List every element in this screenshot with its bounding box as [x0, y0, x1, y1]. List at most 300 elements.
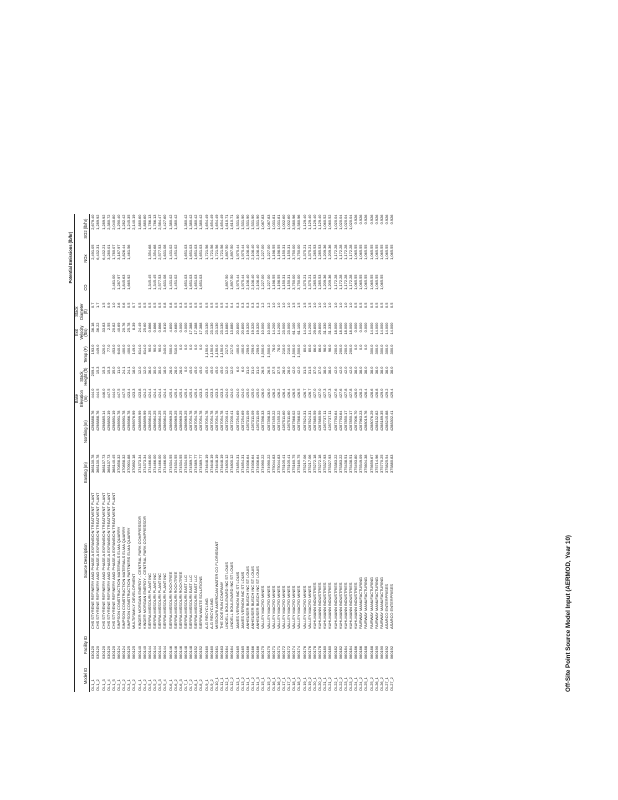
table-cell: 1.0 — [280, 302, 286, 308]
table-cell: OL8_1 — [193, 679, 199, 691]
table-cell: 31.0 — [244, 366, 250, 375]
table-cell: 0.0 — [193, 344, 199, 350]
table-cell: 2,577.53 — [157, 274, 163, 290]
table-cell: 1,282.42 — [121, 214, 127, 230]
table-cell: 31.330 — [322, 322, 328, 335]
table-cell: 1,065.55 — [358, 244, 364, 260]
table-cell: 300.0 — [368, 344, 374, 355]
table-cell: 060192 — [384, 646, 390, 659]
table-cell: 4287511.60 — [286, 410, 292, 431]
table-cell: OL11_1 — [219, 677, 225, 691]
table-cell: 14.200 — [275, 322, 281, 335]
table-cell: 0.5 — [198, 302, 204, 308]
table-cell: 1,354.68 — [146, 244, 152, 260]
table-cell: 1,060.52 — [322, 214, 328, 230]
table-cell: 12.0 — [224, 366, 230, 375]
table-cell: 0.5 — [389, 302, 395, 308]
table-cell: 86.0 — [311, 344, 317, 353]
table-cell: 8.39 — [131, 322, 137, 331]
table-cell: 1,285.53 — [311, 244, 317, 260]
table-cell: 400.0 — [121, 344, 127, 355]
table-cell: 060124 — [115, 646, 121, 659]
table-cell: 0.5 — [183, 302, 188, 308]
document-title: Off-Site Point Source Model Input (AERMOD, Year 10) — [565, 535, 572, 692]
table-cell: 426.5 — [296, 388, 302, 399]
table-cell: 4286969.25 — [172, 410, 178, 432]
table-cell: 4287737.11 — [327, 410, 333, 431]
table-cell: 374990.22 — [260, 454, 266, 473]
table-cell: OL7_2 — [188, 679, 194, 691]
table-cell: 370858.32 — [115, 454, 121, 473]
table-cell: 4287254.69 — [239, 410, 245, 432]
table-cell: OL5_4 — [162, 679, 168, 691]
table-cell: 3,750.00 — [296, 274, 302, 290]
table-cell: 0.0 — [177, 344, 183, 350]
table-cell: 1,065.55 — [358, 274, 364, 290]
table-cell: 1.0 — [275, 302, 281, 308]
table-cell: 1.0 — [286, 302, 292, 308]
table-cell: 1,129.40 — [306, 214, 312, 230]
table-cell: 30.0 — [157, 366, 163, 375]
table-cell: 24.49 — [136, 322, 142, 333]
table-cell: OL3_1 — [126, 679, 132, 691]
table-cell: FAIRWAY MANUFACTURING — [358, 577, 364, 629]
table-cell: 374648.19 — [219, 454, 225, 473]
table-cell: 1,651.03 — [183, 274, 188, 290]
table-cell: 1,227.00 — [260, 274, 266, 290]
table-cell: 1.0 — [342, 302, 348, 308]
table-cell: 4287624.31 — [306, 410, 312, 432]
table-cell: 1,380.42 — [188, 214, 194, 230]
table-cell: 1,209.36 — [322, 274, 328, 290]
table-cell: 375383.22 — [332, 454, 338, 473]
table-cell: 374589.77 — [198, 454, 204, 473]
table-cell: ANHEUSER BUSCH INC ST LOUIS — [255, 566, 261, 629]
table-cell: 060174 — [296, 646, 302, 659]
table-cell: 12.0 — [229, 366, 235, 375]
table-cell: VALLEY MACRO MINES — [291, 585, 297, 629]
table-cell: 31.5 — [306, 366, 312, 375]
table-cell: 375438.51 — [348, 454, 353, 473]
table-cell: 193.0 — [90, 344, 96, 355]
table-cell: 20.800 — [234, 322, 240, 335]
table-cell: 427.6 — [337, 388, 343, 399]
table-cell: SIERRA MISSOURI EAST LLC — [188, 575, 194, 629]
table-cell: 3,187.97 — [115, 244, 121, 260]
table-cell: 1,065.55 — [363, 244, 369, 260]
table-cell: 814.0 — [141, 344, 147, 355]
table-cell: 1,500.0 — [265, 344, 271, 358]
table-cell: FAIRWAY MANUFACTURING — [363, 577, 369, 629]
table-cell: 1,897.50 — [224, 274, 230, 290]
table-cell: A-G RECYCLING — [208, 598, 214, 629]
table-cell: OL14_1 — [244, 677, 250, 691]
table-cell: 375044.83 — [270, 454, 276, 473]
table-cell: 2,679.40 — [90, 214, 96, 230]
table-cell: KUHLMANN INDUSTRIES — [353, 582, 359, 629]
table-cell: 1,500.0 — [260, 344, 266, 358]
table-cell: 14.200 — [301, 322, 307, 335]
table-cell: 0.926 — [378, 214, 384, 225]
table-cell: 375549.09 — [358, 454, 364, 473]
table-cell: 4298891.19 — [110, 410, 116, 432]
table-cell: 060148 — [183, 646, 188, 659]
table-cell: 425.0 — [244, 388, 250, 399]
table-cell: 4287680.59 — [317, 410, 323, 432]
table-cell: 4298888.76 — [90, 410, 96, 432]
table-cell: OL4_1 — [136, 679, 142, 691]
table-cell: 060165 — [239, 646, 245, 659]
table-cell: KINDER MORGAN ENERGY - CENTRAL PARK COMPRESSOR — [141, 516, 147, 629]
table-cell: 18.0 — [162, 366, 168, 375]
table-cell: MISSOURI AMERICAN WATER CO FLORISSANT — [213, 541, 219, 629]
table-cell: 374589.77 — [193, 454, 199, 473]
table-cell: 4288019.76 — [363, 410, 369, 432]
table-cell: 42.0 — [337, 366, 343, 375]
table-cell: 060188 — [363, 646, 369, 659]
table-cell: 429.4 — [389, 388, 395, 399]
table-cell: 23.130 — [208, 322, 214, 335]
table-cell: 030120 — [100, 646, 106, 659]
table-cell: 1,209.36 — [327, 274, 333, 290]
table-cell: OL1_5 — [110, 679, 116, 691]
table-cell: 060176 — [301, 646, 307, 659]
table-cell: 060125 — [126, 646, 132, 659]
table-cell: 1,060.52 — [327, 214, 333, 230]
table-cell: 423.3 — [198, 388, 204, 399]
table-cell: 423.4 — [126, 388, 132, 399]
table-cell: 1,721.56 — [203, 244, 209, 260]
table-cell: 370901.88 — [126, 454, 132, 473]
table-cell: 030120 — [105, 646, 111, 659]
table-cell: 10.000 — [265, 322, 271, 335]
table-cell: SIERRA WASTE SOLUTIONS — [198, 576, 204, 629]
table-cell: 38.0 — [327, 366, 333, 375]
table-cell: 1,198.55 — [270, 244, 276, 260]
table-cell: 060170 — [260, 646, 266, 659]
emissions-group-header: Potential Emissions (lb/hr) — [69, 214, 74, 302]
table-cell: 060152 — [198, 646, 204, 659]
table-cell: 1,500.0 — [291, 344, 297, 358]
table-cell: 1,610.71 — [229, 214, 235, 230]
table-cell — [389, 274, 394, 302]
table-cell: 0.5 — [141, 302, 147, 308]
table-row — [389, 214, 394, 692]
table-cell: 14.200 — [270, 322, 276, 335]
table-cell: 400.0 — [234, 344, 240, 355]
table-cell: 1,721.56 — [213, 244, 219, 260]
table-cell: 4287054.78 — [188, 410, 194, 432]
table-cell: 425.4 — [188, 388, 194, 399]
table-cell: 38.0 — [389, 366, 395, 375]
table-cell: 060178 — [311, 646, 317, 659]
table-cell: 423.3 — [208, 388, 214, 399]
table-cell: 428.2 — [358, 388, 364, 399]
table-cell: 1,975.44 — [234, 244, 240, 260]
table-cell: 374800.12 — [229, 454, 235, 473]
table-cell: 0.8 — [162, 302, 168, 308]
table-cell: 1.5 — [301, 302, 307, 308]
table-cell: 0.680 — [172, 322, 178, 333]
table-cell: OL1_4 — [105, 679, 111, 691]
table-cell: 26.5 — [260, 366, 266, 375]
table-cell: 1,172.28 — [348, 274, 353, 290]
table-cell: 375659.67 — [368, 454, 374, 473]
table-cell: 0.3 — [234, 302, 240, 308]
table-cell: 19.320 — [255, 322, 261, 335]
table-cell: 1,002.60 — [286, 214, 292, 230]
table-cell: A-G RECYCLING — [203, 598, 209, 629]
table-cell: 0.5 — [152, 302, 158, 308]
table-cell: 4298892.19 — [105, 410, 111, 432]
table-cell: 23.000 — [286, 322, 292, 335]
table-cell: 426.0 — [265, 388, 271, 399]
table-cell: 4287398.33 — [260, 410, 266, 432]
table-cell: OL13_1 — [234, 677, 240, 691]
table-cell: OL21_1 — [322, 677, 328, 691]
table-cell: 38.0 — [353, 366, 359, 375]
table-cell: OL17_2 — [286, 677, 292, 691]
table-cell: 368130.78 — [90, 454, 96, 473]
table-cell: 4287054.78 — [213, 410, 219, 432]
table-cell: 375880.83 — [389, 454, 395, 473]
table-cell: 149.0 — [131, 344, 137, 355]
table-cell: 1,065.55 — [389, 244, 395, 260]
table-cell: OL3_2 — [131, 679, 137, 691]
table-cell: 0.000 — [358, 322, 364, 333]
table-cell: 4298885.14 — [100, 410, 106, 432]
table-cell: 1,531.90 — [244, 214, 250, 230]
table-cell: KUHLMANN INDUSTRIES — [311, 582, 317, 629]
table-cell: 4287054.78 — [193, 410, 199, 432]
table-cell: 1,451.02 — [172, 274, 178, 290]
column-header: NOx — [74, 244, 89, 274]
table-cell: 25.60 — [141, 322, 147, 333]
table-cell: 0.000 — [353, 322, 359, 333]
table-cell: 453.0 — [110, 344, 116, 355]
table-cell: 424.0 — [239, 388, 245, 399]
table-cell: 427.8 — [342, 388, 348, 399]
table-cell: OL27_1 — [384, 677, 390, 691]
point-source-table — [69, 214, 394, 692]
table-cell: OL15_1 — [260, 677, 266, 691]
table-cell: VALLEY MACRO MINES — [260, 585, 266, 629]
table-cell: 1,354.68 — [152, 244, 158, 260]
table-cell: 060171 — [275, 646, 281, 659]
table-cell: 425.0 — [250, 388, 256, 399]
table-cell: OL14_3 — [255, 677, 261, 691]
table-cell: 1,150.0 — [213, 344, 219, 358]
table-cell: OL2_1 — [115, 679, 121, 691]
table-cell: VALLEY MACRO MINES — [306, 585, 312, 629]
table-cell: 2,108.40 — [244, 274, 250, 290]
table-cell: 1,461.56 — [126, 244, 132, 260]
table-cell: 0.5 — [353, 302, 359, 308]
table-cell: 0.3 — [244, 302, 250, 308]
table-cell: 1,065.55 — [353, 274, 359, 290]
table-cell: 4287850.17 — [348, 410, 353, 432]
table-cell: 375438.51 — [342, 454, 348, 473]
table-cell: OL5_2 — [152, 679, 158, 691]
table-cell: 427.0 — [311, 388, 317, 399]
table-cell: JAMES VERNON INC ST LOUIS — [239, 571, 245, 629]
table-cell: 1,427.60 — [162, 214, 168, 230]
table-cell: 3,280.01 — [105, 244, 111, 260]
table-cell: 18.0 — [131, 366, 137, 375]
table-cell: 18.000 — [332, 322, 338, 335]
table-cell: 45.0 — [208, 366, 214, 375]
table-cell: 1,531.90 — [239, 214, 245, 230]
table-cell: 1,651.03 — [188, 274, 194, 290]
table-cell: 45.0 — [219, 366, 225, 375]
table-cell: OL9_1 — [203, 679, 209, 691]
table-cell: 80.0 — [306, 344, 312, 353]
table-cell: 0.866 — [157, 322, 163, 333]
table-cell: 0.5 — [172, 302, 178, 308]
table-cell: 15.3 — [95, 366, 101, 375]
table-cell: 4287311.09 — [250, 410, 256, 431]
table-cell: 36.0 — [146, 366, 152, 375]
table-cell: 18.000 — [348, 322, 353, 335]
table-cell: 1,651.03 — [188, 244, 194, 260]
table-cell: 38.0 — [373, 366, 379, 375]
table-cell: 1.2 — [265, 302, 271, 308]
table-cell: 374466.00 — [146, 454, 152, 473]
table-cell: 060144 — [152, 646, 158, 659]
table-cell: 1,150.0 — [219, 344, 225, 358]
table-cell: 1,285.53 — [317, 244, 323, 260]
table-cell: 0.5 — [378, 302, 384, 308]
table-cell: 4286899.99 — [136, 410, 142, 432]
table-cell: 375770.25 — [378, 454, 384, 473]
column-header: Source Description — [74, 492, 89, 630]
table-cell: 1,375.21 — [301, 274, 307, 290]
table-cell: SIERRA MISSOURI PLANT INC — [152, 573, 158, 629]
table-cell: 060140 — [141, 646, 147, 659]
table-cell: 0.5 — [208, 302, 214, 308]
table-cell: 29.800 — [317, 322, 323, 335]
table-cell: SIMPSON CONSTRUCTION PARTNERS ELMA QUARRY — [126, 527, 132, 629]
table-cell: 1.0 — [322, 302, 328, 308]
table-cell: 374466.00 — [162, 454, 168, 473]
table-cell: 060146 — [177, 646, 183, 659]
table-cell: 1,345.45 — [146, 274, 152, 290]
table-cell: 90.0 — [146, 344, 152, 353]
table-cell: 426.2 — [275, 388, 281, 399]
table-cell: 374648.19 — [208, 454, 214, 473]
table-cell: 444.0 — [110, 388, 116, 399]
table-cell: 4287054.78 — [208, 410, 214, 432]
table-cell: 424.2 — [141, 388, 147, 399]
table-cell: 1,285.53 — [311, 274, 317, 290]
table-cell: 37.5 — [275, 366, 281, 375]
table-cell: 0.926 — [368, 214, 374, 225]
table-cell: 0.0 — [183, 366, 188, 372]
table-cell: 060140 — [136, 646, 142, 659]
table-cell: 060166 — [244, 646, 250, 659]
table-cell: 427.6 — [332, 388, 338, 399]
table-cell: 060174 — [291, 646, 297, 659]
table-cell: 1,380.42 — [183, 214, 188, 230]
table-cell: 4287054.78 — [203, 410, 209, 432]
table-cell: VALLEY MACRO MINES — [286, 585, 292, 629]
table-cell: 1,786.13 — [152, 214, 158, 230]
table-cell: 1,150.0 — [208, 344, 214, 358]
table-cell: 446.0 — [100, 388, 106, 399]
table-cell: 375105.41 — [280, 454, 286, 473]
table-cell: 426.5 — [291, 388, 297, 399]
table-cell: 4286969.25 — [177, 410, 183, 432]
table-cell: 060171 — [270, 646, 276, 659]
table-cell: 4286984.25 — [146, 410, 152, 432]
table-cell: 4288076.29 — [368, 410, 374, 432]
table-cell: 1,150.31 — [280, 244, 286, 260]
table-cell: OL6_3 — [177, 679, 183, 691]
table-cell: 424.4 — [157, 388, 163, 399]
table-cell: OL19_1 — [301, 677, 307, 691]
table-cell: 23.130 — [219, 322, 225, 335]
table-cell: 42.0 — [342, 366, 348, 375]
table-cell: 374466.00 — [157, 454, 163, 473]
table-cell: OL21_2 — [327, 677, 333, 691]
table-cell: 0.5 — [219, 302, 225, 308]
table-cell: 428.6 — [368, 388, 374, 399]
table-cell: 375272.18 — [317, 454, 323, 473]
table-cell: 1,065.55 — [378, 274, 384, 290]
table-cell: 4298976.99 — [131, 410, 137, 432]
table-cell: 14.000 — [389, 322, 395, 335]
table-cell: 23.130 — [203, 322, 209, 335]
table-cell: 4287311.09 — [244, 410, 250, 431]
table-cell: OL2_2 — [121, 679, 127, 691]
table-cell: 0.000 — [183, 322, 188, 333]
table-cell: 1,431.02 — [167, 244, 173, 260]
table-cell: SIERRA MISSOURI PLANT INC — [157, 573, 163, 629]
table-cell: MULTIFAMILY DEVELOPMENT — [131, 573, 137, 629]
table-cell: 375493.80 — [353, 454, 359, 473]
table-cell: 4287963.23 — [358, 410, 364, 432]
table-cell: 38.0 — [368, 366, 374, 375]
table-cell: 060180 — [322, 646, 328, 659]
table-cell: 2,380.72 — [105, 214, 111, 230]
table-cell: 45.0 — [213, 366, 219, 375]
table-cell: 14.200 — [306, 322, 312, 335]
table-cell: 25.78 — [126, 322, 132, 333]
table-cell: 0.6 — [121, 302, 127, 308]
table-cell: 426.7 — [301, 388, 307, 399]
table-cell: 060170 — [265, 646, 271, 659]
table-cell: OL26_1 — [373, 677, 379, 691]
table-cell: 31.330 — [327, 322, 333, 335]
table-cell: 374534.55 — [172, 454, 178, 473]
table-cell: 38.0 — [378, 366, 384, 375]
table-cell: 38.0 — [363, 366, 369, 375]
table-cell: 423.3 — [203, 388, 209, 399]
table-cell: OL6_2 — [172, 679, 178, 691]
table-cell: 447.5 — [121, 388, 127, 399]
table-cell: 37.0 — [317, 366, 323, 375]
table-cell: 1,431.02 — [167, 274, 173, 290]
table-cell: 060172 — [280, 646, 286, 659]
table-cell: 1.7 — [95, 302, 101, 308]
table-cell: KINDER MORGAN ENERGY - CENTRAL PARK COMPRESSOR — [136, 516, 142, 629]
table-cell: OL23_1 — [342, 677, 348, 691]
table-cell: 640.0 — [115, 344, 121, 355]
table-cell: 428.4 — [363, 388, 369, 399]
table-cell: 1,631.08 — [162, 244, 168, 260]
table-cell: 1,172.28 — [348, 244, 353, 260]
table-cell: 1,610.71 — [224, 214, 230, 230]
